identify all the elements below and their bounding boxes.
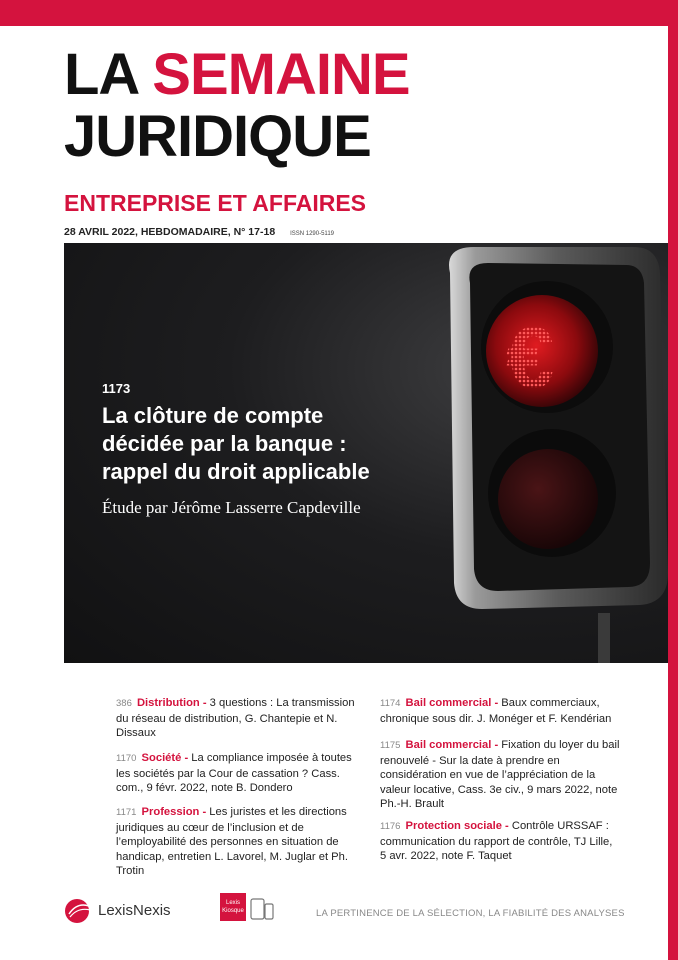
devices-icon <box>250 897 274 921</box>
euro-glyph: € <box>506 310 554 406</box>
footer-tagline: LA PERTINENCE DE LA SÉLECTION, LA FIABILITÉ DES ANALYSES <box>316 908 625 919</box>
cover-article-title[interactable] <box>102 402 370 486</box>
toc-number: 1175 <box>380 740 401 751</box>
toc-number: 1176 <box>380 821 401 832</box>
toc-text: Les juristes et les directions juridiques au cœur de l’inclusion et de l’employabilité des personnes en situation de handicap, entretien L. Lavorel, M. Juglar et Ph. Trotin <box>116 806 348 878</box>
toc-entry[interactable] <box>116 751 356 796</box>
cover-title-line: décidée par la banque : <box>102 431 347 456</box>
toc-number: 1171 <box>116 807 137 818</box>
toc-text: Fixation du loyer du bail renouvelé - Sur la date à prendre en considération en vue de l’appréciation de la valeur locative, Cass. 3e civ., 9 mars 2022, note Ph.-H. Brault <box>380 739 620 811</box>
toc-category: Bail commercial - <box>405 697 499 709</box>
cover-image[interactable] <box>64 243 668 663</box>
issue-dateline <box>64 226 334 238</box>
issue-date: 28 AVRIL 2022, HEBDOMADAIRE, N° 17-18 <box>64 226 276 238</box>
toc-entry[interactable] <box>116 696 356 741</box>
lexisnexis-logo-icon <box>64 898 94 924</box>
top-red-band <box>0 0 678 26</box>
kiosque-label-1: Lexis <box>225 900 240 906</box>
toc-entry[interactable] <box>380 738 620 812</box>
toc-text: Baux commerciaux, chronique sous dir. J. Monéger et F. Kendérian <box>380 697 612 725</box>
toc-category: Bail commercial - <box>405 739 499 751</box>
masthead-semaine: SEMAINE <box>152 42 410 107</box>
masthead-la: LA <box>64 42 138 107</box>
lower-lamp <box>498 449 598 549</box>
toc-category: Protection sociale - <box>405 820 509 832</box>
toc-number: 386 <box>116 698 132 709</box>
masthead-juridique: JURIDIQUE <box>64 104 371 169</box>
toc-entry[interactable] <box>380 696 620 726</box>
traffic-light-pole <box>598 613 610 663</box>
lexisnexis-brand[interactable]: LexisNexis <box>98 902 171 919</box>
lexis-kiosque-badge[interactable] <box>220 893 246 921</box>
toc-text: 3 questions : La transmission du réseau de distribution, G. Chantepie et N. Dissaux <box>116 697 355 740</box>
toc-category: Distribution - <box>136 697 207 709</box>
toc-text: Contrôle URSSAF : communication du rapport de contrôle, TJ Lille, 5 avr. 2022, note F. Taquet <box>380 820 613 863</box>
cover-article-author: Étude par Jérôme Lasserre Capdeville <box>102 498 361 517</box>
toc-entry[interactable] <box>380 819 620 864</box>
cover-article-number: 1173 <box>102 381 131 396</box>
traffic-light-illustration <box>422 243 668 663</box>
kiosque-label-2: Kiosque <box>222 908 244 914</box>
toc-category: Profession - <box>141 806 207 818</box>
toc-category: Société - <box>141 752 189 764</box>
masthead-subtitle: ENTREPRISE ET AFFAIRES <box>64 190 367 216</box>
toc-text: La compliance imposée à toutes les sociétés par la Cour de cassation ? Cass. com., 9 févr. 2022, note B. Dondero <box>116 752 352 795</box>
toc-number: 1174 <box>380 698 401 709</box>
cover-title-line: La clôture de compte <box>102 403 324 428</box>
cover-title-line: rappel du droit applicable <box>102 459 370 484</box>
toc-entry[interactable] <box>116 805 356 879</box>
issn-number: ISSN 1290-5119 <box>290 231 334 237</box>
toc-number: 1170 <box>116 753 137 764</box>
cover-article[interactable] <box>102 381 370 518</box>
masthead-line-1 <box>64 42 410 107</box>
